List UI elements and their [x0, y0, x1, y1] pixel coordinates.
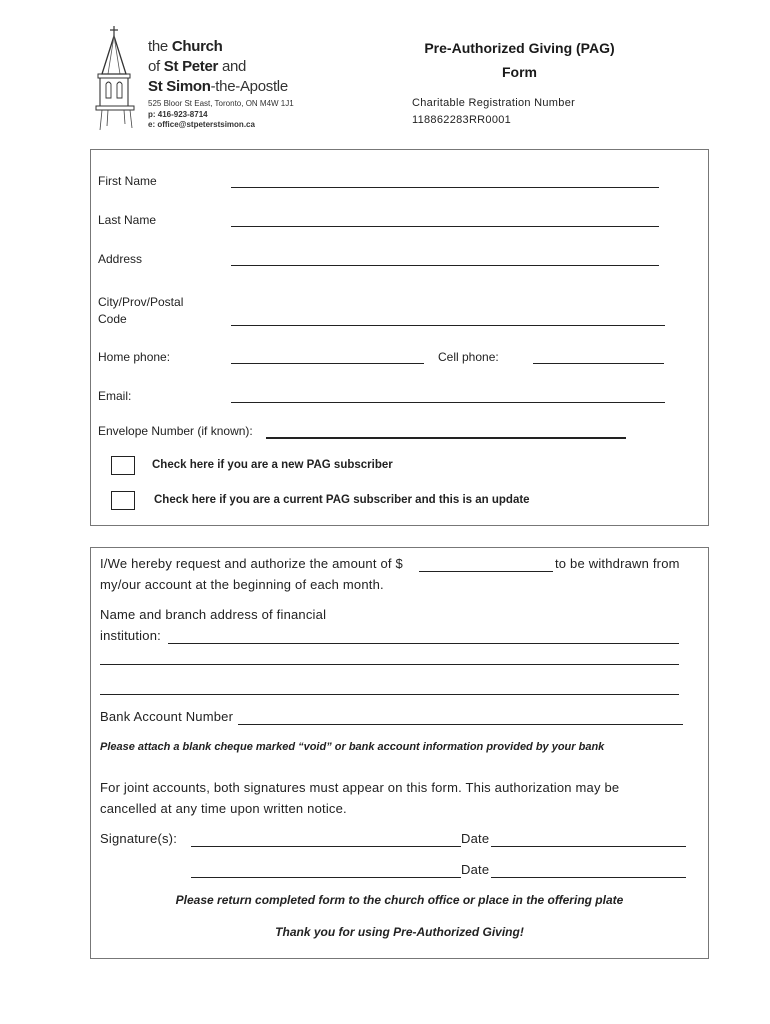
signature-field-2[interactable] — [191, 877, 461, 878]
email-field[interactable] — [231, 402, 665, 403]
church-name-suffix: and — [221, 58, 247, 75]
envelope-number-label: Envelope Number (if known): — [98, 424, 253, 438]
institution-field-line2[interactable] — [100, 664, 679, 665]
bank-account-field[interactable] — [238, 724, 683, 725]
signature-label: Signature(s): — [100, 831, 178, 846]
city-label-line2: Code — [98, 312, 127, 326]
form-subtitle: Form — [502, 64, 537, 80]
church-name-line3 — [148, 78, 288, 95]
signature-field-1[interactable] — [191, 846, 461, 847]
amount-field[interactable] — [419, 571, 553, 572]
authorization-text-part2: to be withdrawn from — [555, 556, 680, 571]
authorization-text-line2: my/our account at the beginning of each month. — [100, 577, 384, 592]
cheque-note: Please attach a blank cheque marked “void” or bank account information provided by your bank — [100, 741, 605, 753]
last-name-field[interactable] — [231, 226, 659, 227]
registration-label: Charitable Registration Number — [412, 97, 576, 109]
date-field-2[interactable] — [491, 877, 686, 878]
first-name-field[interactable] — [231, 187, 659, 188]
church-steeple-icon — [94, 26, 138, 132]
cell-phone-field[interactable] — [533, 363, 664, 364]
city-prov-postal-field[interactable] — [231, 325, 665, 326]
institution-field-line1[interactable] — [168, 643, 679, 644]
thanks-note: Thank you for using Pre-Authorized Giving! — [275, 925, 524, 939]
cell-phone-label: Cell phone: — [438, 350, 499, 364]
church-name-prefix: the — [148, 38, 168, 55]
registration-number: 118862283RR0001 — [412, 114, 512, 126]
church-logo — [94, 26, 138, 132]
church-name-bold: Church — [171, 38, 223, 55]
last-name-label: Last Name — [98, 213, 157, 227]
form-title: Pre-Authorized Giving (PAG) — [424, 40, 615, 56]
church-name-bold: St Peter — [163, 58, 219, 75]
institution-label-line1: Name and branch address of financial — [100, 607, 327, 622]
current-subscriber-label: Check here if you are a current PAG subscriber and this is an update — [154, 494, 530, 506]
joint-accounts-note-line2: cancelled at any time upon written notice. — [100, 801, 347, 816]
church-name-bold: St Simon — [148, 78, 211, 95]
current-subscriber-checkbox[interactable] — [111, 491, 135, 510]
home-phone-field[interactable] — [231, 363, 424, 364]
new-subscriber-checkbox[interactable] — [111, 456, 135, 475]
address-label: Address — [98, 252, 143, 266]
church-name-prefix: of — [148, 58, 160, 75]
joint-accounts-note-line1: For joint accounts, both signatures must appear on this form. This authorization may be — [100, 780, 620, 795]
new-subscriber-label: Check here if you are a new PAG subscriber — [152, 459, 393, 471]
church-address: 525 Bloor St East, Toronto, ON M4W 1J1 — [148, 99, 294, 108]
date-label-1: Date — [461, 831, 490, 846]
envelope-number-field[interactable] — [266, 437, 626, 439]
church-phone: p: 416-923-8714 — [148, 110, 208, 119]
email-label: Email: — [98, 389, 132, 403]
return-note: Please return completed form to the church office or place in the offering plate — [175, 893, 624, 907]
institution-field-line3[interactable] — [100, 694, 679, 695]
church-name-suffix: -the-Apostle — [210, 78, 288, 95]
church-name-line1 — [148, 38, 223, 55]
city-label-line1: City/Prov/Postal — [98, 295, 184, 309]
address-field[interactable] — [231, 265, 659, 266]
bank-account-label: Bank Account Number — [100, 709, 234, 724]
date-field-1[interactable] — [491, 846, 686, 847]
authorization-text-part1: I/We hereby request and authorize the amount of $ — [100, 556, 403, 571]
institution-label-line2: institution: — [100, 628, 161, 643]
church-name-line2 — [148, 58, 246, 75]
church-email: e: office@stpeterstsimon.ca — [148, 120, 255, 129]
home-phone-label: Home phone: — [98, 350, 171, 364]
first-name-label: First Name — [98, 174, 157, 188]
date-label-2: Date — [461, 862, 490, 877]
